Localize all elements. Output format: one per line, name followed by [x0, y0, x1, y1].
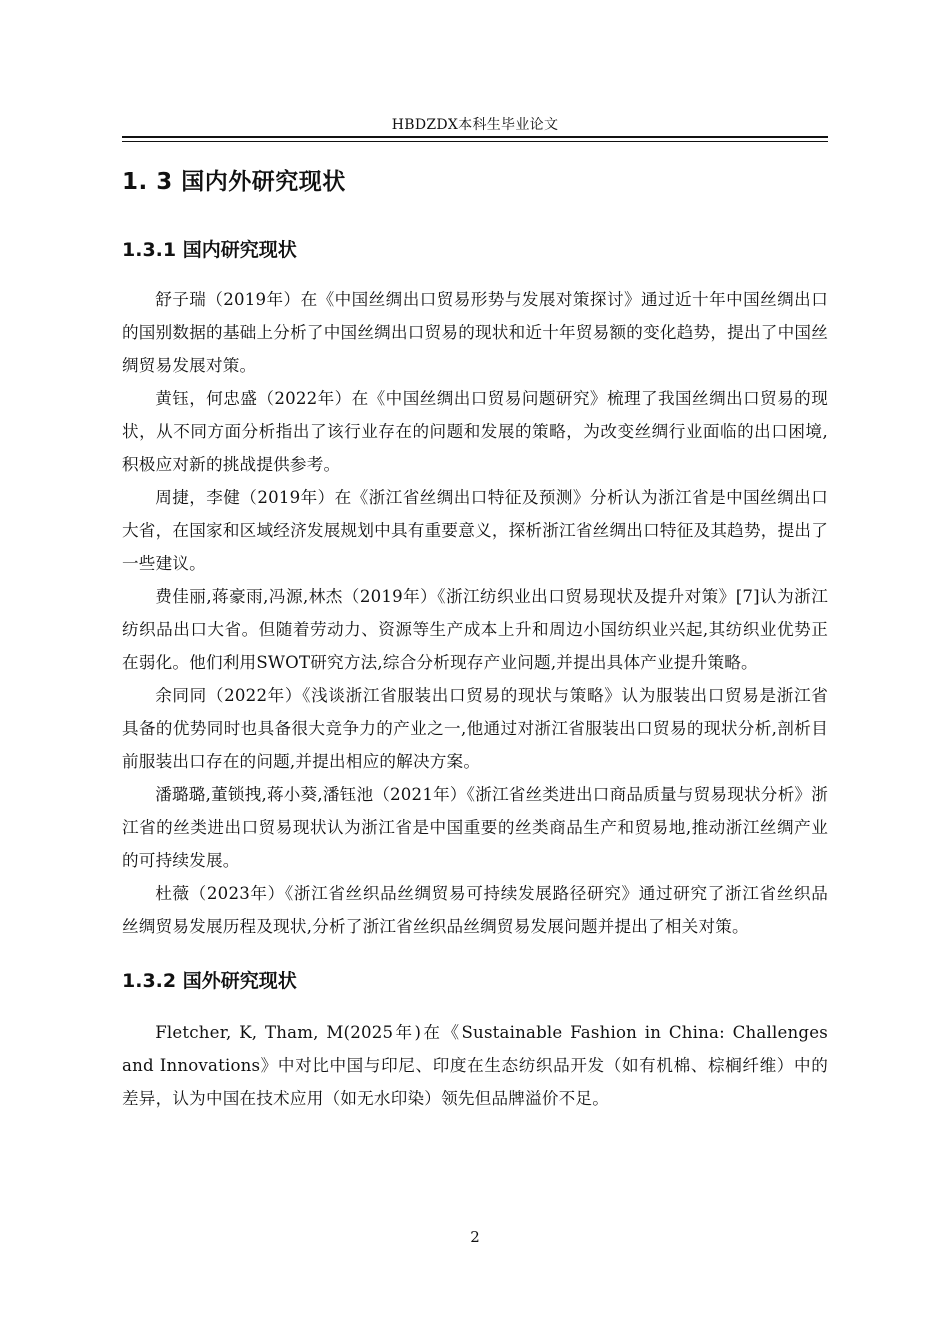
paragraph: 黄钰，何忠盛（2022年）在《中国丝绸出口贸易问题研究》梳理了我国丝绸出口贸易的现状，从不同方面分析指出了该行业存在的问题和发展的策略，为改变丝绸行业面临的出口困境,积极应对新的挑战提供参考。 — [122, 389, 828, 474]
section-heading: 1. 3 国内外研究现状 — [122, 169, 346, 195]
paragraph: 舒子瑞（2019年）在《中国丝绸出口贸易形势与发展对策探讨》通过近十年中国丝绸出口的国别数据的基础上分析了中国丝绸出口贸易的现状和近十年贸易额的变化趋势，提出了中国丝绸贸易发展对策。 — [122, 290, 828, 375]
header-rule-thin — [122, 141, 828, 142]
running-header: HBDZDX本科生毕业论文 — [391, 117, 559, 133]
page-body — [122, 162, 828, 1115]
paragraph: Fletcher, K, Tham, M(2025年)在《Sustainable Fashion in China: Challenges and Innovations》中对比中国与印尼、印度在生态纺织品开发（如有机棉、棕榈纤维）中的差异，认为中国在技术应用（如无水印染）领先但品牌溢价不足。 — [122, 1023, 828, 1108]
subsection-heading-domestic: 1.3.1 国内研究现状 — [122, 239, 297, 261]
paragraph: 余同同（2022年）《浅谈浙江省服装出口贸易的现状与策略》认为服装出口贸易是浙江省具备的优势同时也具备很大竞争力的产业之一,他通过对浙江省服装出口贸易的现状分析,剖析目前服装出口存在的问题,并提出相应的解决方案。 — [122, 686, 828, 771]
page-number: 2 — [470, 1228, 480, 1246]
paragraph: 费佳丽,蒋豪雨,冯源,林杰（2019年）《浙江纺织业出口贸易现状及提升对策》[7]认为浙江纺织品出口大省。但随着劳动力、资源等生产成本上升和周边小国纺织业兴起,其纺织业优势正在弱化。他们利用SWOT研究方法,综合分析现存产业问题,并提出具体产业提升策略。 — [122, 587, 828, 672]
paragraph: 周捷，李健（2019年）在《浙江省丝绸出口特征及预测》分析认为浙江省是中国丝绸出口大省，在国家和区域经济发展规划中具有重要意义，探析浙江省丝绸出口特征及其趋势，提出了一些建议。 — [122, 488, 828, 573]
header-rule-thick — [122, 136, 828, 138]
paragraph: 潘璐璐,董锁拽,蒋小葵,潘钰池（2021年）《浙江省丝类进出口商品质量与贸易现状分析》浙江省的丝类进出口贸易现状认为浙江省是中国重要的丝类商品生产和贸易地,推动浙江丝绸产业的可持续发展。 — [122, 785, 828, 870]
paragraph: 杜薇（2023年）《浙江省丝织品丝绸贸易可持续发展路径研究》通过研究了浙江省丝织品丝绸贸易发展历程及现状,分析了浙江省丝织品丝绸贸易发展问题并提出了相关对策。 — [122, 884, 828, 936]
subsection-heading-foreign: 1.3.2 国外研究现状 — [122, 970, 297, 992]
